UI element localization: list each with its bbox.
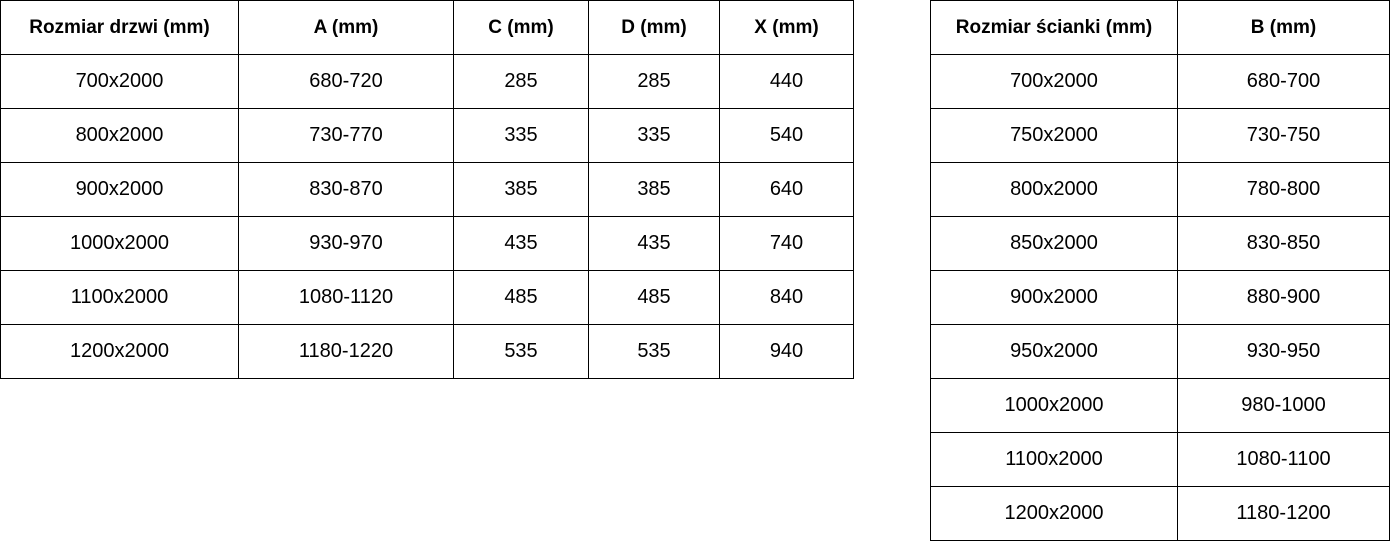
cell-b: 830-850: [1178, 217, 1390, 271]
table-row: [1, 109, 854, 163]
cell-x: 440: [720, 55, 854, 109]
cell-wall-size: 900x2000: [931, 271, 1178, 325]
cell-door-size: 700x2000: [1, 55, 239, 109]
cell-b: 730-750: [1178, 109, 1390, 163]
cell-x: 940: [720, 325, 854, 379]
table-row: [931, 109, 1390, 163]
cell-b: 930-950: [1178, 325, 1390, 379]
cell-wall-size: 700x2000: [931, 55, 1178, 109]
cell-b: 1080-1100: [1178, 433, 1390, 487]
cell-d: 485: [589, 271, 720, 325]
cell-door-size: 900x2000: [1, 163, 239, 217]
table-row: [931, 325, 1390, 379]
table-header-row: [1, 1, 854, 55]
cell-b: 680-700: [1178, 55, 1390, 109]
cell-c: 535: [454, 325, 589, 379]
column-header-c: C (mm): [454, 1, 589, 55]
cell-wall-size: 1100x2000: [931, 433, 1178, 487]
doors-dimensions-table: [0, 0, 854, 379]
table-row: [931, 217, 1390, 271]
table-row: [931, 379, 1390, 433]
cell-door-size: 1000x2000: [1, 217, 239, 271]
cell-a: 930-970: [239, 217, 454, 271]
cell-x: 640: [720, 163, 854, 217]
cell-door-size: 1100x2000: [1, 271, 239, 325]
table-row: [931, 55, 1390, 109]
table-row: [931, 163, 1390, 217]
cell-d: 335: [589, 109, 720, 163]
cell-a: 730-770: [239, 109, 454, 163]
cell-c: 435: [454, 217, 589, 271]
cell-wall-size: 800x2000: [931, 163, 1178, 217]
cell-b: 880-900: [1178, 271, 1390, 325]
cell-d: 285: [589, 55, 720, 109]
cell-wall-size: 850x2000: [931, 217, 1178, 271]
cell-wall-size: 950x2000: [931, 325, 1178, 379]
table-row: [931, 487, 1390, 541]
cell-wall-size: 750x2000: [931, 109, 1178, 163]
table-row: [931, 271, 1390, 325]
table-row: [931, 433, 1390, 487]
cell-x: 840: [720, 271, 854, 325]
cell-a: 1080-1120: [239, 271, 454, 325]
cell-wall-size: 1000x2000: [931, 379, 1178, 433]
cell-a: 680-720: [239, 55, 454, 109]
table-row: [1, 55, 854, 109]
cell-c: 335: [454, 109, 589, 163]
column-header-a: A (mm): [239, 1, 454, 55]
cell-b: 980-1000: [1178, 379, 1390, 433]
cell-x: 540: [720, 109, 854, 163]
cell-door-size: 1200x2000: [1, 325, 239, 379]
cell-door-size: 800x2000: [1, 109, 239, 163]
table-row: [1, 163, 854, 217]
table-header-row: [931, 1, 1390, 55]
cell-c: 385: [454, 163, 589, 217]
wall-dimensions-table: [930, 0, 1390, 541]
cell-d: 535: [589, 325, 720, 379]
cell-x: 740: [720, 217, 854, 271]
cell-b: 780-800: [1178, 163, 1390, 217]
cell-c: 285: [454, 55, 589, 109]
table-row: [1, 271, 854, 325]
column-header-b: B (mm): [1178, 1, 1390, 55]
cell-a: 1180-1220: [239, 325, 454, 379]
cell-a: 830-870: [239, 163, 454, 217]
column-header-door-size: Rozmiar drzwi (mm): [1, 1, 239, 55]
table-row: [1, 325, 854, 379]
cell-wall-size: 1200x2000: [931, 487, 1178, 541]
cell-d: 385: [589, 163, 720, 217]
column-header-d: D (mm): [589, 1, 720, 55]
column-header-wall-size: Rozmiar ścianki (mm): [931, 1, 1178, 55]
column-header-x: X (mm): [720, 1, 854, 55]
cell-c: 485: [454, 271, 589, 325]
cell-d: 435: [589, 217, 720, 271]
table-row: [1, 217, 854, 271]
cell-b: 1180-1200: [1178, 487, 1390, 541]
